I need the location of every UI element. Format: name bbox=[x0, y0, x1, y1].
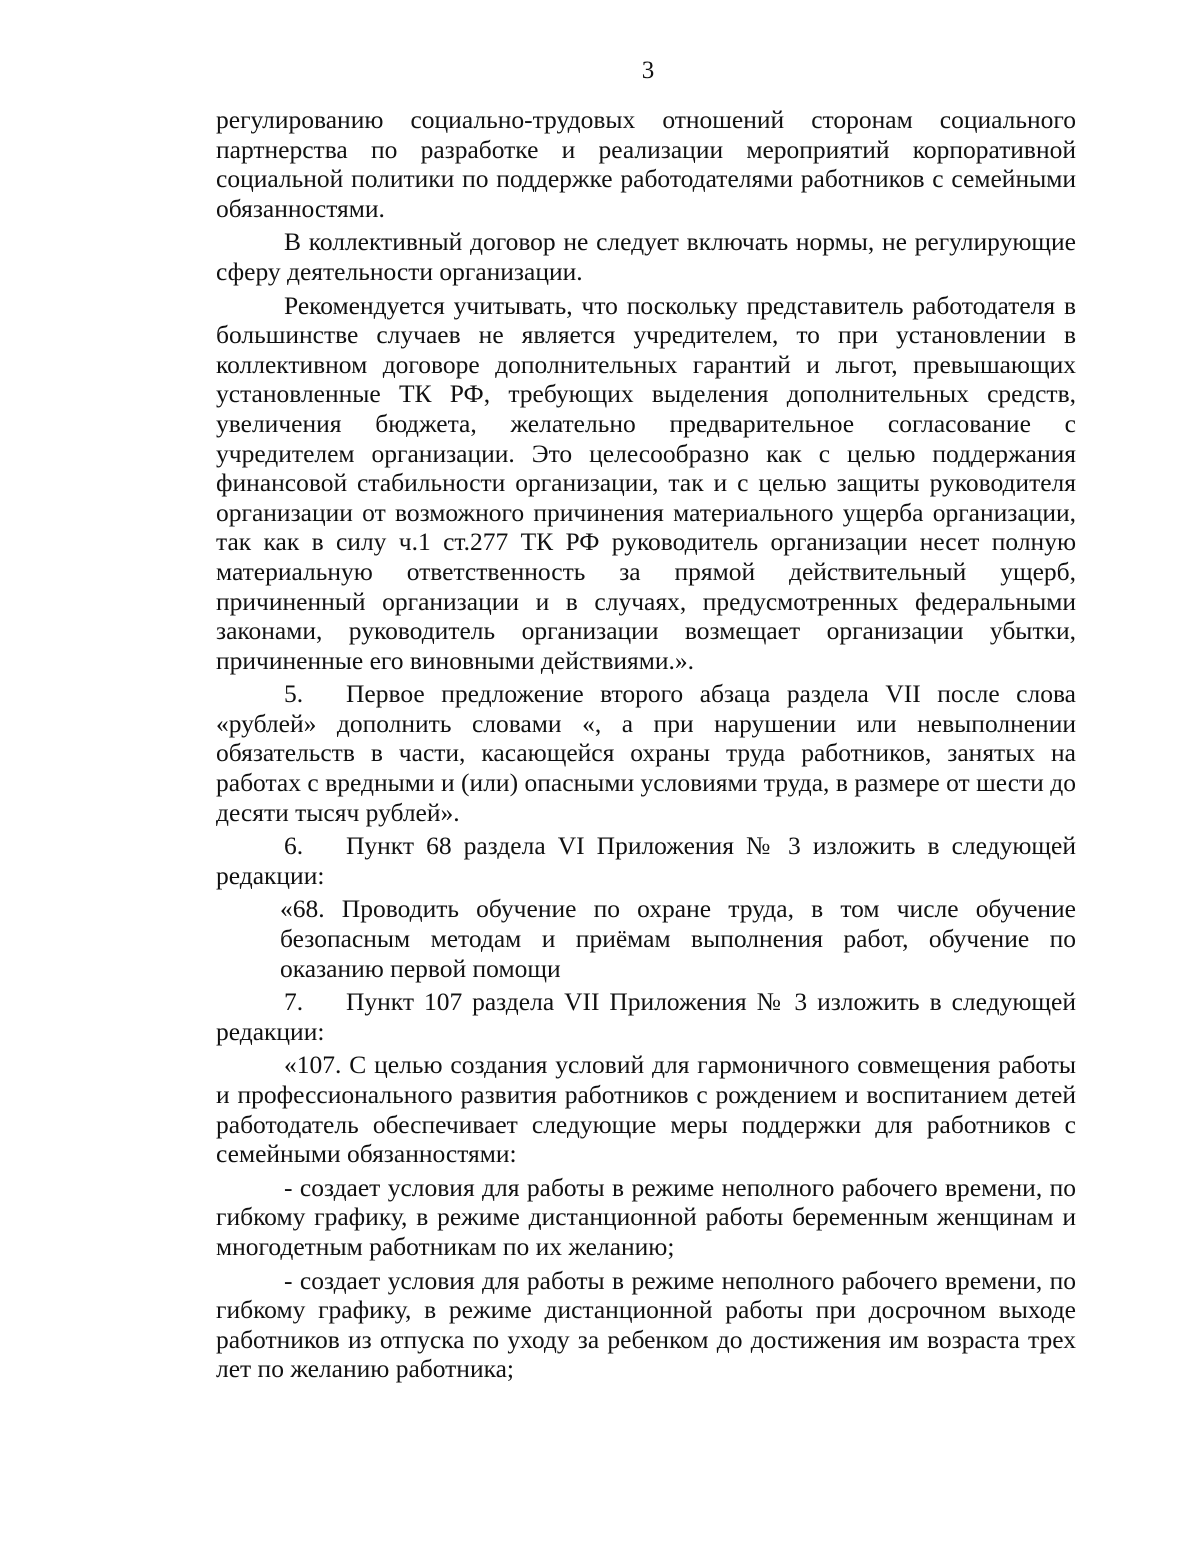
paragraph-collective-agreement: В коллективный договор не следует включать нормы, не регулирующие сферу деятельности организации. bbox=[216, 227, 1076, 286]
item-7-text: Пункт 107 раздела VII Приложения № 3 изложить в следующей редакции: bbox=[216, 987, 1076, 1046]
item-7 bbox=[216, 987, 1076, 1046]
item-5-number: 5. bbox=[284, 679, 304, 709]
document-body bbox=[216, 105, 1076, 1388]
page-number: 3 bbox=[641, 57, 655, 84]
item-6-number: 6. bbox=[284, 831, 304, 861]
paragraph-continuation: регулированию социально-трудовых отношений сторонам социального партнерства по разработке и реализации мероприятий корпоративной социальной политики по поддержке работодателями работников с семейными обязанностями. bbox=[216, 105, 1076, 223]
item-6-quote: «68. Проводить обучение по охране труда, в том числе обучение безопасным методам и приёмам выполнения работ, обучение по оказанию первой помощи bbox=[280, 894, 1076, 983]
item-7-quote: «107. С целью создания условий для гармоничного совмещения работы и профессионального развития работников с рождением и воспитанием детей работодатель обеспечивает следующие меры поддержки для работников с семейными обязанностями: bbox=[216, 1050, 1076, 1169]
item-5 bbox=[216, 679, 1076, 827]
support-measure-2: - создает условия для работы в режиме неполного рабочего времени, по гибкому графику, в режиме дистанционной работы при досрочном выходе работников из отпуска по уходу за ребенком до достижения им возраста трех лет по желанию работника; bbox=[216, 1265, 1076, 1384]
support-measure-1: - создает условия для работы в режиме неполного рабочего времени, по гибкому графику, в режиме дистанционной работы беременным женщинам и многодетным работникам по их желанию; bbox=[216, 1172, 1076, 1261]
item-7-number: 7. bbox=[284, 987, 304, 1017]
item-5-text: Первое предложение второго абзаца раздела VII после слова «рублей» дополнить словами «, а при нарушении или невыполнении обязательств в части, касающейся охраны труда работников, занятых на работах с вредными и (или) опасными условиями труда, в размере от шести до десяти тысяч рублей». bbox=[216, 679, 1076, 827]
item-6 bbox=[216, 831, 1076, 890]
item-6-text: Пункт 68 раздела VI Приложения № 3 изложить в следующей редакции: bbox=[216, 831, 1076, 890]
paragraph-recommendation: Рекомендуется учитывать, что поскольку представитель работодателя в большинстве случаев не является учредителем, то при установлении в коллективном договоре дополнительных гарантий и льгот, превышающих установленные ТК РФ, требующих выделения дополнительных средств, увеличения бюджета, желательно предварительное согласование с учредителем организации. Это целесообразно как с целью поддержания финансовой стабильности организации, так и с целью защиты руководителя организации от возможного причинения материального ущерба организации, так как в силу ч.1 ст.277 ТК РФ руководитель организации несет полную материальную ответственность за прямой действительный ущерб, причиненный организации и в случаях, предусмотренных федеральными законами, руководитель организации возмещает организации убытки, причиненные его виновными действиями.». bbox=[216, 290, 1076, 675]
